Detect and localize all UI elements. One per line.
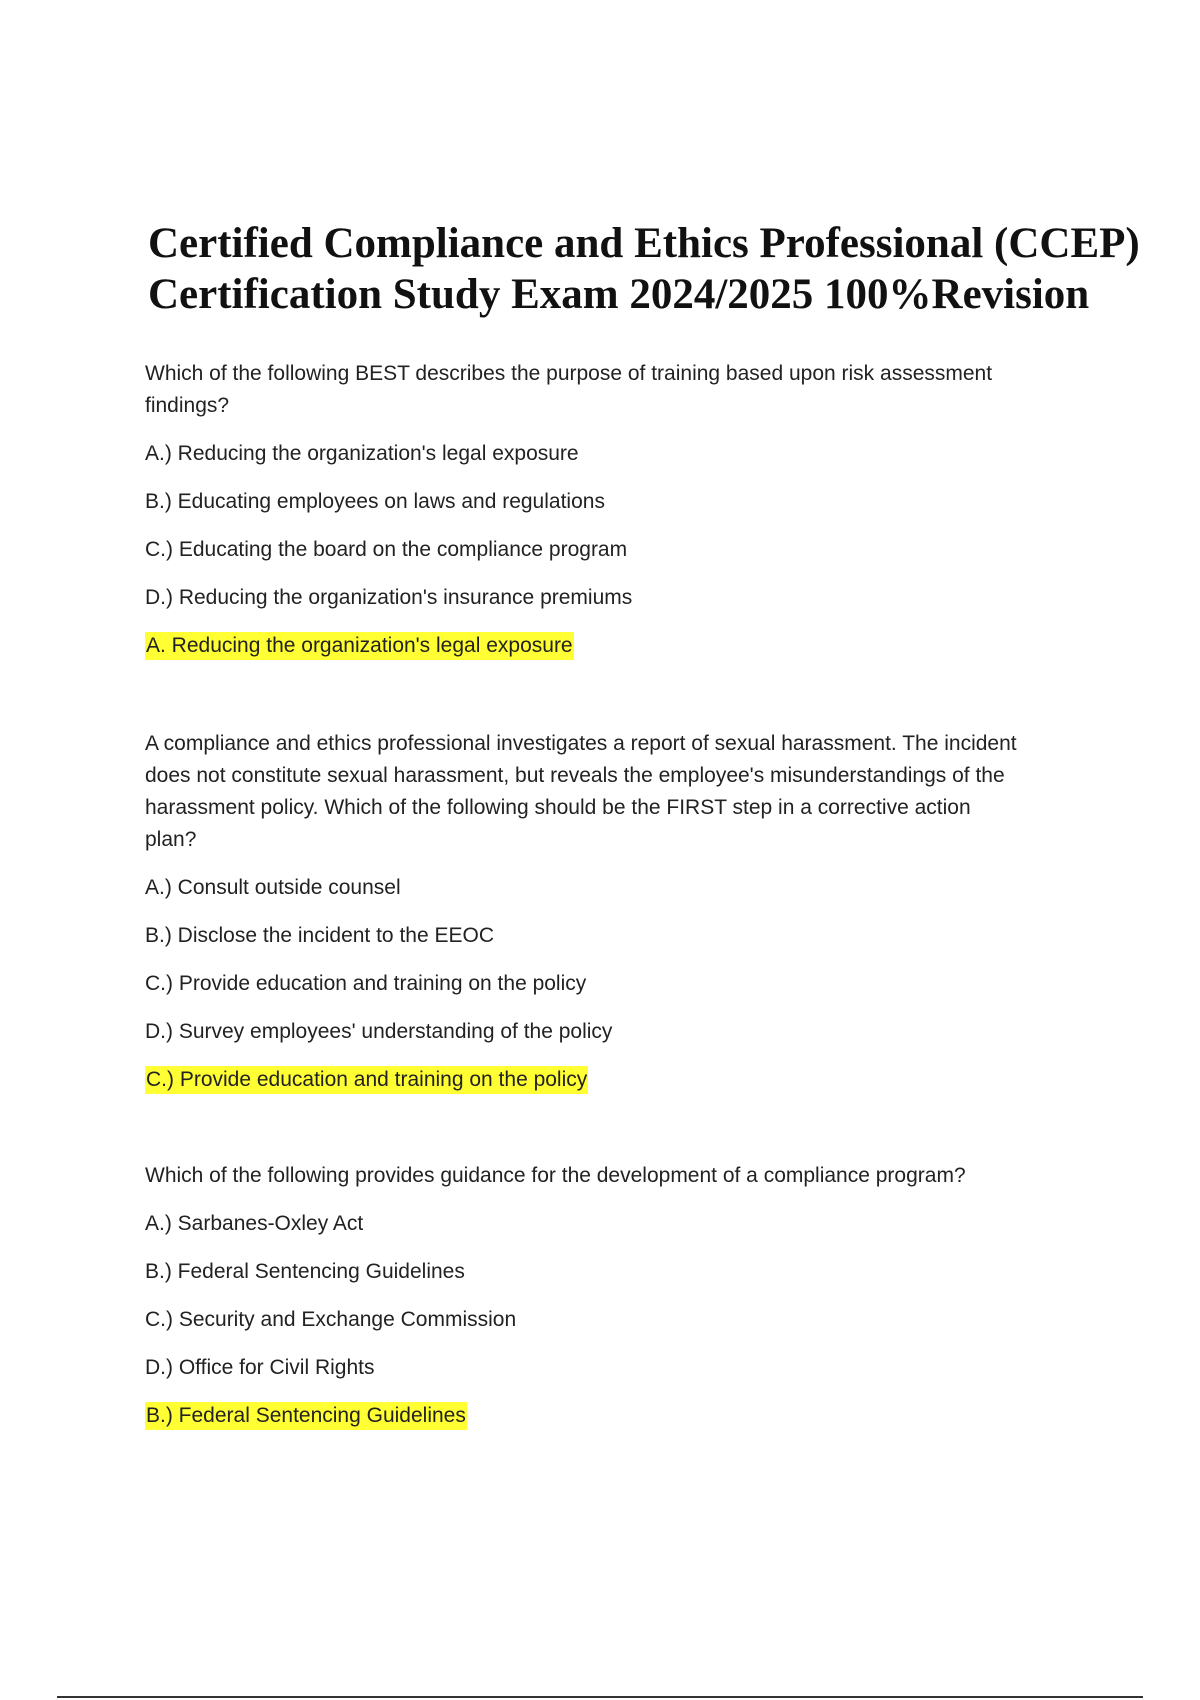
title-line-2: Certification Study Exam 2024/2025 100%Revision bbox=[148, 271, 1090, 318]
question-text: A compliance and ethics professional investigates a report of sexual harassment. The incident does not constitute sexual harassment, but reveals the employee's misunderstandings of the harassment policy. Which of the following should be the FIRST step in a corrective action plan? bbox=[145, 732, 1017, 851]
option-d: D.) Reducing the organization's insurance premiums bbox=[145, 586, 633, 609]
answer-text: C.) Provide education and training on the policy bbox=[145, 1066, 588, 1094]
footer-rule bbox=[57, 1696, 1143, 1698]
question-text: Which of the following BEST describes the purpose of training based upon risk assessment findings? bbox=[145, 362, 993, 417]
option-c: C.) Provide education and training on the policy bbox=[145, 972, 587, 995]
answer-highlight bbox=[145, 1400, 1045, 1432]
option-c: C.) Security and Exchange Commission bbox=[145, 1308, 517, 1331]
answer-highlight bbox=[145, 1064, 1045, 1096]
question-block-1 bbox=[145, 358, 1045, 662]
answer-highlight bbox=[145, 630, 1045, 662]
document-title bbox=[148, 218, 1188, 320]
option-a: A.) Sarbanes-Oxley Act bbox=[145, 1212, 364, 1235]
answer-text: A. Reducing the organization's legal exposure bbox=[145, 632, 574, 660]
option-b: B.) Federal Sentencing Guidelines bbox=[145, 1260, 465, 1283]
option-d: D.) Office for Civil Rights bbox=[145, 1356, 375, 1379]
question-text: Which of the following provides guidance for the development of a compliance program? bbox=[145, 1164, 966, 1187]
option-d: D.) Survey employees' understanding of the policy bbox=[145, 1020, 613, 1043]
question-block-3 bbox=[145, 1160, 1045, 1432]
answer-text: B.) Federal Sentencing Guidelines bbox=[145, 1402, 467, 1430]
option-c: C.) Educating the board on the compliance program bbox=[145, 538, 628, 561]
option-a: A.) Consult outside counsel bbox=[145, 876, 401, 899]
title-line-1: Certified Compliance and Ethics Professional (CCEP) bbox=[148, 220, 1140, 267]
option-b: B.) Educating employees on laws and regulations bbox=[145, 490, 605, 513]
option-b: B.) Disclose the incident to the EEOC bbox=[145, 924, 494, 947]
option-a: A.) Reducing the organization's legal exposure bbox=[145, 442, 579, 465]
question-block-2 bbox=[145, 728, 1045, 1096]
